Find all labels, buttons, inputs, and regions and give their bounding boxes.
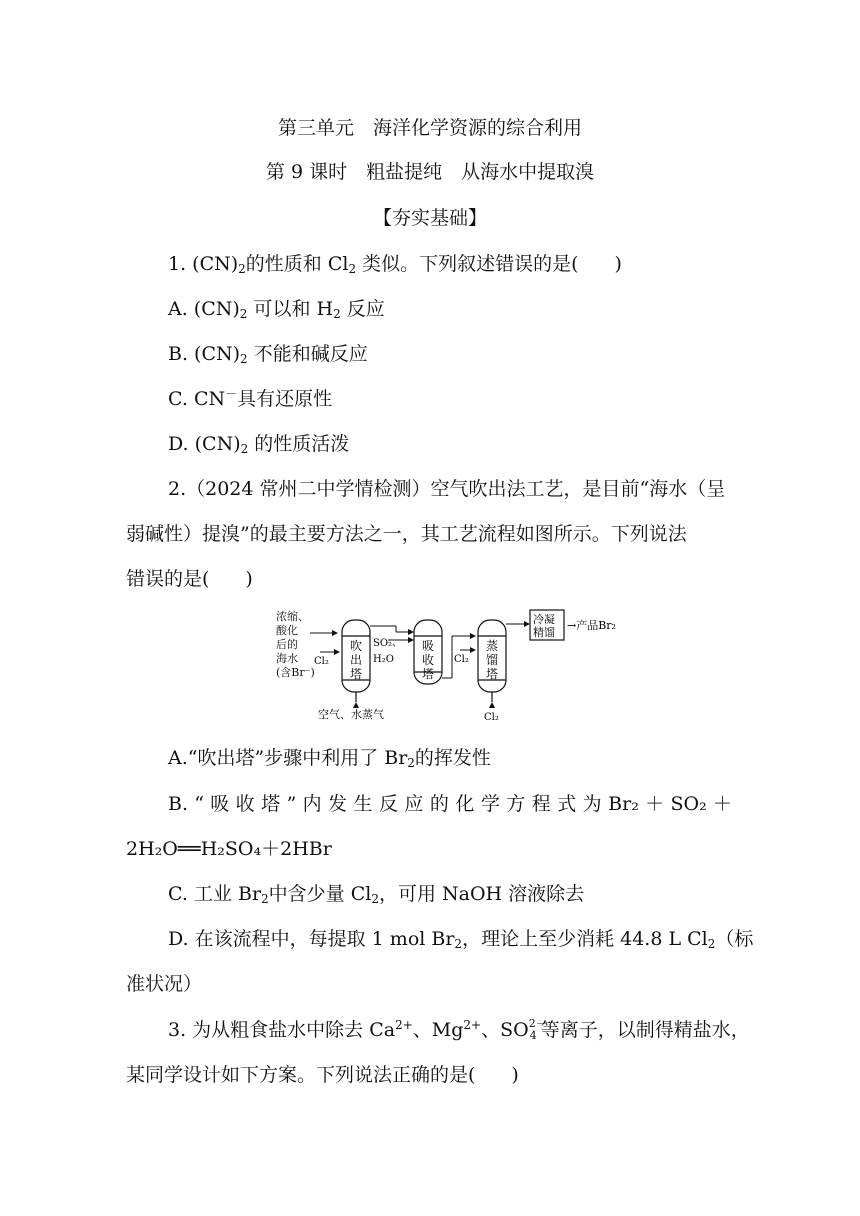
- q2-stem-line2: 弱碱性）提溴”的最主要方法之一，其工艺流程如图所示。下列说法: [126, 523, 687, 545]
- section-title: 【夯实基础】: [372, 207, 487, 229]
- q2-option-b-line2: 2H₂O══H₂SO₄＋2HBr: [126, 838, 332, 860]
- cl2-label-1: Cl₂: [314, 656, 329, 667]
- lesson-title: 第 9 课时 粗盐提纯 从海水中提取溴: [265, 161, 595, 183]
- q1-option-a: A. $(CN)_2$ 可以和 $H_2$ 反应: [168, 298, 385, 321]
- svg-text:馏: 馏: [486, 653, 499, 667]
- product-label: →产品Br₂: [567, 619, 616, 632]
- air-steam-label: 空气、水蒸气: [318, 708, 384, 721]
- svg-text:收: 收: [422, 653, 435, 667]
- tower1-char1: 吹: [350, 639, 363, 653]
- q2-option-d-line1: D. 在该流程中，每提取 1 mol $Br_2$，理论上至少消耗 44.8 L $Cl_2$（标: [168, 928, 754, 951]
- svg-text:冷凝: 冷凝: [533, 613, 555, 626]
- q3-stem-line1: 3. 为从粗食盐水中除去 $Ca^{2+}$、$Mg^{2+}$、SO 2－ 4 等离子，以制得精盐水，: [168, 1017, 750, 1042]
- q3-stem-line2: 某同学设计如下方案。下列说法正确的是( ): [126, 1064, 519, 1086]
- q2-stem-line3: 错误的是( ): [126, 568, 253, 590]
- q2-option-c: C. 工业 $Br_2$中含少量 $Cl_2$，可用 NaOH 溶液除去: [168, 883, 585, 906]
- svg-text:吸: 吸: [422, 639, 435, 653]
- q2-stem-line1: 2.（2024 常州二中学情检测）空气吹出法工艺，是目前“海水（呈: [168, 478, 726, 500]
- q1-option-b: B. $(CN)_2$ 不能和碱反应: [168, 343, 368, 366]
- feed-label-3: 后的: [276, 638, 298, 651]
- unit-title: 第三单元 海洋化学资源的综合利用: [277, 117, 582, 139]
- feed-label-5: (含Br⁻): [276, 666, 315, 679]
- feed-label-4: 海水: [276, 652, 298, 665]
- h2o-label: H₂O: [373, 654, 394, 665]
- svg-text:蒸: 蒸: [486, 639, 499, 653]
- cl2-label-3: Cl₂: [484, 712, 499, 723]
- so2-label: SO₂、: [373, 638, 403, 649]
- bromine-process-diagram: [270, 606, 640, 726]
- q1-option-d: D. $(CN)_2$ 的性质活泼: [168, 433, 350, 456]
- cl2-label-2: Cl₂: [454, 654, 469, 665]
- svg-text:精馏: 精馏: [533, 626, 555, 639]
- q1-option-c: C. CN－具有还原性: [168, 387, 333, 410]
- svg-text:塔: 塔: [486, 667, 499, 681]
- q2-option-b-line1: B. “ 吸 收 塔 ” 内 发 生 反 应 的 化 学 方 程 式 为 Br₂ ＋ SO₂ ＋: [168, 793, 732, 815]
- tower1-char3: 塔: [350, 667, 363, 681]
- q2-option-a: A.“吹出塔”步骤中利用了 $Br_2$的挥发性: [168, 747, 491, 770]
- q2-option-d-line2: 准状况）: [126, 973, 203, 995]
- tower1-char2: 出: [350, 653, 363, 667]
- feed-label-2: 酸化: [276, 624, 298, 637]
- feed-label-1: 浓缩、: [276, 610, 309, 623]
- q1-stem: 1. $(CN)_2$的性质和 $Cl_2$ 类似。下列叙述错误的是( ): [168, 253, 622, 276]
- svg-text:塔: 塔: [422, 667, 435, 681]
